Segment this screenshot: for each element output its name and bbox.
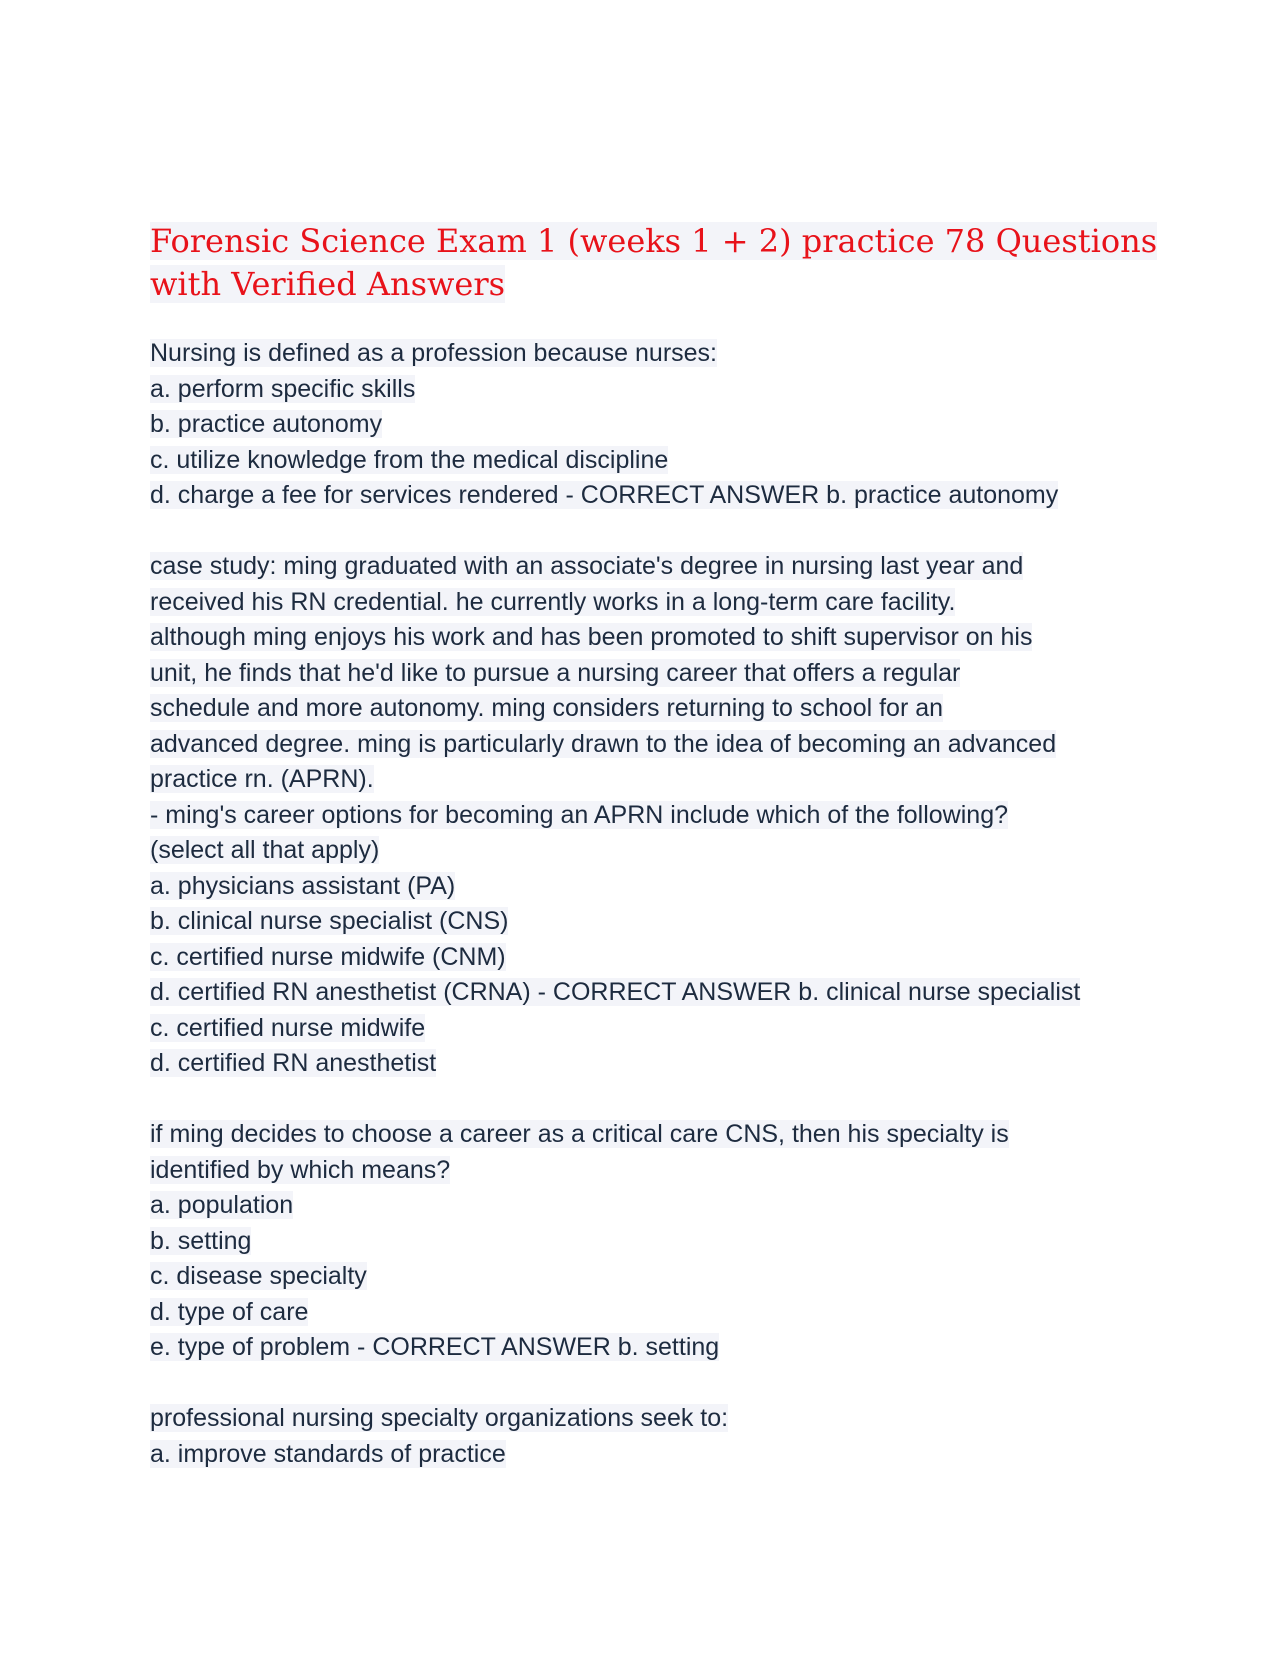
document-title: [150, 220, 1158, 306]
answer-option: a. physicians assistant (PA): [150, 871, 456, 900]
title-line: Forensic Science Exam 1 (weeks 1 + 2) practice 78 Questions: [150, 222, 1158, 260]
answer-option: b. setting: [150, 1226, 252, 1255]
question-text: case study: ming graduated with an associate's degree in nursing last year and: [150, 552, 1024, 580]
question-text: advanced degree. ming is particularly drawn to the idea of becoming an advanced: [150, 729, 1057, 758]
answer-option: a. population: [150, 1191, 294, 1219]
question-text: if ming decides to choose a career as a critical care CNS, then his specialty is: [150, 1120, 1009, 1148]
answer-option-with-correct-answer: e. type of problem - CORRECT ANSWER b. setting: [150, 1333, 720, 1361]
question-block-3: [150, 1117, 1140, 1366]
answer-option: d. type of care: [150, 1297, 309, 1326]
answer-option: a. perform specific skills: [150, 374, 416, 403]
answer-option: a. improve standards of practice: [150, 1439, 506, 1468]
question-text: received his RN credential. he currently works in a long-term care facility.: [150, 587, 956, 616]
question-block-2: [150, 549, 1140, 1082]
question-text: (select all that apply): [150, 836, 380, 864]
question-text: identified by which means?: [150, 1155, 451, 1184]
question-text: practice rn. (APRN).: [150, 765, 374, 793]
answer-option: b. practice autonomy: [150, 410, 383, 438]
answer-option: c. utilize knowledge from the medical discipline: [150, 445, 669, 474]
answer-option: c. certified nurse midwife (CNM): [150, 942, 506, 971]
question-text: schedule and more autonomy. ming considers returning to school for an: [150, 694, 944, 722]
answer-option-with-correct-answer: d. charge a fee for services rendered - CORRECT ANSWER b. practice autonomy: [150, 481, 1059, 509]
question-text: Nursing is defined as a profession because nurses:: [150, 339, 717, 367]
question-text: unit, he finds that he'd like to pursue a nursing career that offers a regular: [150, 658, 961, 687]
answer-option: b. clinical nurse specialist (CNS): [150, 907, 509, 935]
question-text: professional nursing specialty organizations seek to:: [150, 1404, 729, 1432]
question-block-1: [150, 336, 1140, 514]
correct-answer-continued: d. certified RN anesthetist: [150, 1049, 437, 1077]
answer-option: c. disease specialty: [150, 1262, 367, 1290]
question-text: - ming's career options for becoming an APRN include which of the following?: [150, 800, 1008, 829]
answer-option-with-correct-answer: d. certified RN anesthetist (CRNA) - CORRECT ANSWER b. clinical nurse specialist: [150, 978, 1081, 1006]
question-text: although ming enjoys his work and has been promoted to shift supervisor on his: [150, 623, 1033, 651]
correct-answer-continued: c. certified nurse midwife: [150, 1013, 426, 1042]
question-block-4: [150, 1401, 1140, 1472]
document-body: [150, 220, 1158, 1508]
title-line: with Verified Answers: [150, 265, 506, 303]
